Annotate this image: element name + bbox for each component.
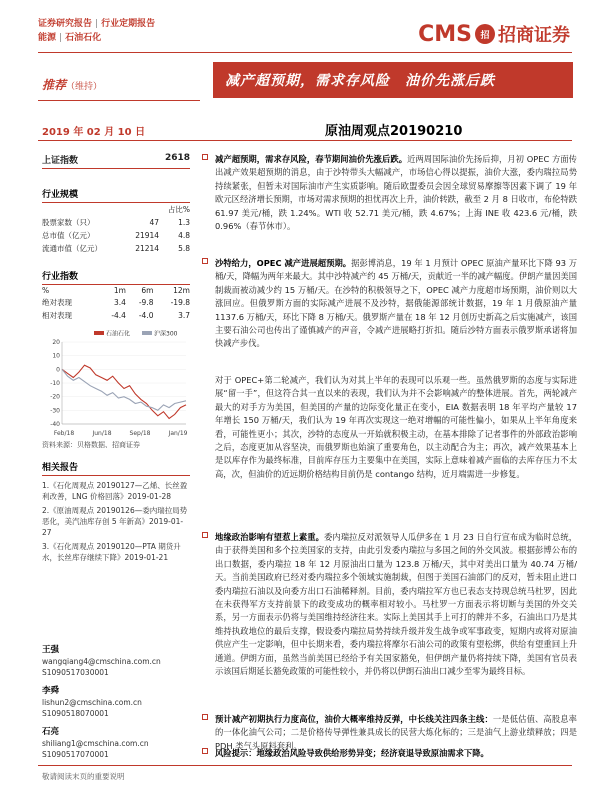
cell: 3.4 <box>114 298 126 307</box>
y-tick-label: -20 <box>50 393 60 401</box>
paragraph-body: 一是低估值、高股息率的一体化油气公司；二是价格传导弹性兼具成长的民营大炼化标的；三是油气上游业绩释放；四是 PDH 类气头原料套利。 <box>215 714 577 751</box>
y-tick-label: 20 <box>52 339 60 346</box>
cell: -9.8 <box>138 298 154 307</box>
paragraph-body: 对于 OPEC+第二轮减产，我们认为对其上半年的表现可以乐观一些。虽然俄罗斯的态度与实际进展“留一手”，但这符合其一直以来的表现，我们认为并不会影响减产的整体进展。首先，两轮减产最大的对手方为美国，但美国的产量的边际变化量正在变小，EIA 数据表明 18 年平均产量较 17 年增长 150 万桶/天，我们认为 19 年再次实现这一绝对增幅的可能性偏小，如果从上半年角度来看，可能性更小；其次，沙特的态度从一开始就积极主动，在基本排除了记者事件的外部政治影响之后，态度更加从容坚决，而俄罗斯也始演了重要角色，以主动配合为主；再次，减产效果基本上是以库存作为最终标准，目前库存压力主要集中在美国，实际上意味着减产面临的去库存压力不太高，次，但油价的近远期价格结构目前仍是 contango 结构，近月端需进一步修复。 <box>215 375 577 479</box>
cell: -4.0 <box>138 311 154 320</box>
industry-index-table <box>42 285 190 322</box>
paragraph-lead: 地缘政治影响有望惹上素重。 <box>215 532 324 542</box>
paragraph-lead: 风险提示： <box>215 748 257 758</box>
row-share: 1.3 <box>178 218 190 227</box>
y-tick-label: -10 <box>50 380 60 387</box>
x-tick-label: Sep/18 <box>129 430 151 437</box>
cell: -19.8 <box>170 298 190 307</box>
bullet-icon <box>202 258 208 264</box>
related-item[interactable]: 2.《原油周观点 20190126—委内瑞拉局势恶化，美汽油库存创 5 年新高》2019-01-27 <box>42 506 188 537</box>
analyst-email[interactable]: lishun2@cmschina.com.cn <box>42 698 142 707</box>
col-header: 12m <box>173 286 190 295</box>
x-tick-label: Feb/18 <box>53 430 75 437</box>
industry-scale-title: 行业规模 <box>42 187 190 203</box>
y-tick-label: 10 <box>52 352 60 360</box>
industry-chart <box>42 328 190 438</box>
analyst-id: S1090517070001 <box>42 750 109 759</box>
report-category: 行业定期报告 <box>101 19 156 29</box>
related-item[interactable]: 3.《石化周观点 20190120—PTA 期货升水，长丝库存继续下降》2019-01-21 <box>42 542 181 562</box>
legend-swatch <box>142 331 152 335</box>
analyst <box>42 645 190 678</box>
chart-source: 资料来源：贝格数据、招商证券 <box>42 441 140 449</box>
paragraph-body: 据彭博消息，19 年 1 月预计 OPEC 原油产量环比下降 93 万桶/天，降幅为两年来最大。其中沙特减产约 45 万桶/天，贡献近一半的减产幅度。伊朗产量因美国制裁而被动减少约 15 万桶/天。在沙特的积极领导之下，OPEC 减产力度超市场预期，油价则以大涨回应。但俄罗斯方面的实际减产进展不及沙特，据俄能源部统计数据，19 年 1 月俄原油产量 1137.6 万桶/天，环比下降 8 万桶/天。俄罗斯产量在 18 年 12 月创历史新高之后实施减产，该国主要石油公司也传出了谨慎减产的声音，令减产进展略打折扣。随后沙特方面表示俄罗斯承诺将加快减产步伐。 <box>215 258 577 349</box>
title-banner: 减产超预期，需求存风险 油价先涨后跌 <box>213 62 573 98</box>
row-share: 4.8 <box>178 231 190 240</box>
scale-unit: 占比% <box>167 205 190 214</box>
row-name: 流通市值（亿元） <box>42 244 102 253</box>
analyst <box>42 686 190 719</box>
bullet-icon <box>202 714 208 720</box>
legend-swatch <box>94 331 104 335</box>
analyst-name: 王强 <box>42 645 60 655</box>
cms-logo <box>418 22 570 46</box>
analyst-email[interactable]: wangqiang4@cmschina.com.cn <box>42 657 161 666</box>
analyst <box>42 727 190 760</box>
logo-cn: 招商证券 <box>498 25 570 46</box>
legend-label: 沪深300 <box>154 330 178 338</box>
analyst-list <box>42 645 190 760</box>
table-row <box>42 309 190 322</box>
y-tick-label: -30 <box>50 407 60 415</box>
report-type: 证券研究报告 <box>38 19 93 29</box>
y-tick-label: -40 <box>50 421 60 428</box>
paragraph-lead: 沙特给力，OPEC 减产进展超预期。 <box>215 258 352 268</box>
paragraph-body: 委内瑞拉反对派领导人瓜伊多在 1 月 23 日自行宣布成为临时总统，由于获得美国和多个拉美国家的支持，由此引发委内瑞拉与多国之间的外交风波。根据彭博公布的出口数据，委内瑞拉 18 年 12 月原油出口量为 123.8 万桶/天，其中对美出口量为 40.74 万桶/天。当前美国政府已经对委内瑞拉多个领域实施制裁，但图于美国石油部门的反对，暂未阻止进口委内瑞拉石油以及向委方出口石油稀释剂。目前，委内瑞拉军方也已表态支持现总统马杜罗，因此在未获得军方支持前景下的政变成功的概率相对较小。马杜罗一方面表示将切断与美国的外交关系，另一方面表示仍将与美国维持经济往来。实际上美国其手上可打的牌并不多，石油出口乃是其维持执政地位的最后支撑，假设委内瑞拉局势持续升级并发生战争或军事政变，短期内或将对原油供应产生一定影响，但中长期来看，委内瑞拉将摩尔石油公司的政策有望松绑，供给有望重回上升通道。伊朗方面，虽然当前美国已经给予有关国家豁免，但伊朗产量仍将持续下降，美国有官员表示该国后期延长豁免政策的可能性较小，并仍将以伊朗石油出口减少至零为最终目标。 <box>215 532 577 677</box>
y-tick-label: 0 <box>56 366 60 374</box>
index-label: 上证指数 <box>42 156 79 166</box>
sector: 能源 <box>38 33 57 43</box>
analyst-id: S1090517030001 <box>42 668 109 677</box>
bullet-icon <box>202 748 208 754</box>
paragraph-4 <box>215 531 577 678</box>
paragraph-lead: 预计减产初期执行力度高位，油价大概率维持反弹，中长线关注四条主线： <box>215 714 493 724</box>
related-item[interactable]: 1.《石化周观点 20190127—乙烯、长丝盈利改善，LNG 价格回落》2019-01-28 <box>42 481 188 501</box>
analyst-email[interactable]: shiliang1@cmschina.com.cn <box>42 739 149 748</box>
paragraph-6 <box>215 747 577 760</box>
table-row <box>42 242 190 255</box>
analyst-name: 李舜 <box>42 686 60 696</box>
col-header: 1m <box>113 286 126 295</box>
paragraph-2 <box>215 257 577 351</box>
row-value: 21214 <box>135 244 160 253</box>
rating-label: 推荐 <box>42 78 67 92</box>
rating <box>42 76 102 93</box>
x-tick-label: Jun/18 <box>92 430 112 437</box>
paragraph-body: 近两周国际油价先扬后抑，月初 OPEC 方面传出减产效果超预期的消息，由于沙特带头大幅减产，市场信心得以提振，油价大涨，委内瑞拉局势持续紧张，但暂未对国际油市产生实质影响。随后欧盟委员会因全球贸易摩擦等因素下调了 19 年欧元区经济增长预期，市场对需求预期的担忧再次上升，油价转跌，截至 2 月 8 日收市，布伦特跌 61.97 美元/桶，跌 1.24%。WTI 收 52.71 美元/桶，跌 4.67%；上海 INE 收 423.6 元/桶，跌 0.96%（春节休市）。 <box>215 154 577 232</box>
cell: -4.4 <box>111 311 126 320</box>
paragraph-body: 地缘政治风险导致供给形势异变；经济衰退导致原油需求下降。 <box>256 748 489 758</box>
rating-divider <box>38 100 200 101</box>
logo-badge-icon: 招 <box>475 24 495 44</box>
row-value: 47 <box>149 218 160 227</box>
footer-divider <box>38 765 572 766</box>
bullet-icon <box>202 154 208 160</box>
footer-note: 敬请阅读末页的重要说明 <box>42 772 125 781</box>
x-tick-label: Jan/19 <box>168 430 188 437</box>
left-column <box>42 153 190 760</box>
header-left: 证券研究报告 | 行业定期报告 能源 | 石油石化 <box>38 19 156 43</box>
table-row <box>42 296 190 309</box>
sub-sector: 石油石化 <box>65 33 102 43</box>
row-name: 总市值（亿元） <box>42 231 95 240</box>
analyst-name: 石亮 <box>42 727 60 737</box>
header-divider <box>38 52 572 53</box>
logo-text: CMS <box>418 21 472 47</box>
col-header: 6m <box>141 286 154 295</box>
index-row <box>42 153 190 169</box>
table-header <box>42 285 190 296</box>
bullet-icon <box>202 532 208 538</box>
row-name: 股票家数（只） <box>42 218 95 227</box>
row-name: 绝对表现 <box>42 298 72 307</box>
related-title: 相关报告 <box>42 460 190 476</box>
row-name: 相对表现 <box>42 311 72 320</box>
industry-scale-table <box>42 203 190 255</box>
series-line <box>62 369 186 410</box>
index-value: 2618 <box>164 153 190 163</box>
rating-sub: （维持） <box>66 82 103 92</box>
related-list <box>42 480 190 563</box>
table-row <box>42 229 190 242</box>
report-subtitle: 原油周观点20190210 <box>325 124 463 139</box>
analyst-id: S1090518070001 <box>42 709 109 718</box>
report-date: 2019 年 02 月 10 日 <box>42 127 146 138</box>
cell: 3.7 <box>178 311 190 320</box>
row-share: 5.8 <box>178 244 190 253</box>
row-value: 21914 <box>135 231 160 240</box>
legend-label: 石油石化 <box>106 330 131 338</box>
paragraph-lead: 减产超预期，需求存风险，春节期间油价先涨后跌。 <box>215 154 408 164</box>
subtitle-divider <box>38 140 572 141</box>
paragraph-3 <box>215 374 577 481</box>
col-header: % <box>42 286 50 295</box>
paragraph-1 <box>215 153 577 233</box>
table-row <box>42 216 190 229</box>
industry-index-title: 行业指数 <box>42 269 190 285</box>
